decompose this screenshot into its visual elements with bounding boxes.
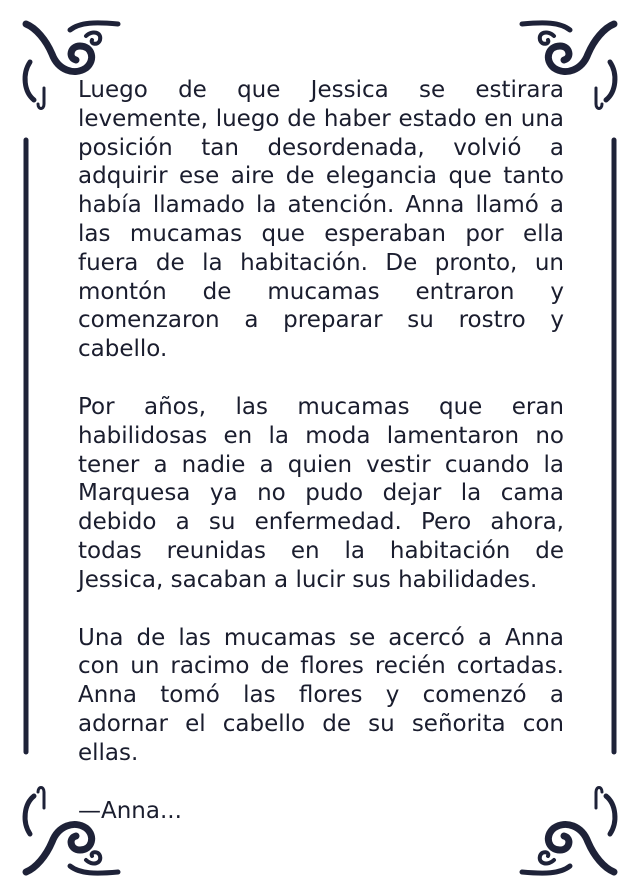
dialogue-line: —Anna... xyxy=(78,797,182,824)
paragraph-3: Una de las mucamas se acercó a Anna con un racimo de flores recién cortadas. Anna tomó las flores y comenzó a adornar el cabello de su señorita con ellas. xyxy=(78,624,564,766)
paragraph-1: Luego de que Jessica se estirara levemente, luego de haber estado en una posición tan desordenada, volvió a adquirir ese aire de elegancia que tanto había llamado la atención. Anna llamó a las mucamas que esperaban por ella fuera de la habitación. De pronto, un montón de mucamas entraron y comenzaron a preparar su rostro y cabello. xyxy=(78,77,564,363)
story-text xyxy=(78,76,564,825)
paragraph-2: Por años, las mucamas que eran habilidosas en la moda lamentaron no tener a nadie a quien vestir cuando la Marquesa ya no pudo dejar la cama debido a su enfermedad. Pero ahora, todas reunidas en la habitación de Jessica, sacaban a lucir sus habilidades. xyxy=(78,393,564,593)
